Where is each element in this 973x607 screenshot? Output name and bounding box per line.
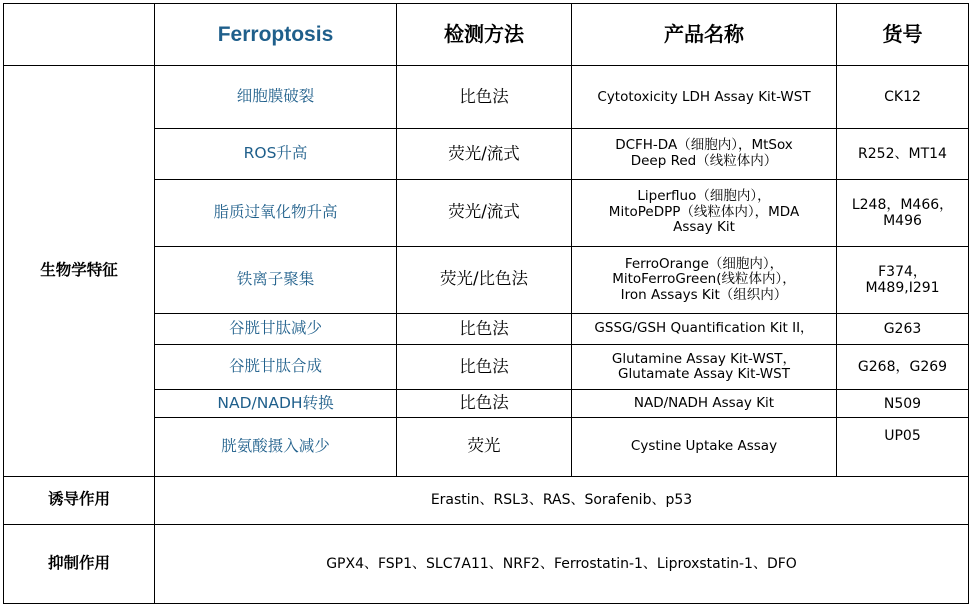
feature-cell: 脂质过氧化物升高 (155, 179, 397, 246)
product-line: Cystine Uptake Assay (630, 438, 778, 455)
header-method: 检测方法 (397, 4, 572, 66)
feature-cell: 胱氨酸摄入减少 (155, 418, 397, 476)
product-cell (572, 418, 837, 476)
method-cell: 比色法 (397, 345, 572, 390)
product-cell (572, 179, 837, 246)
code-line: R252、MT14 (858, 145, 947, 162)
product-line: Iron Assays Kit（组织内） (620, 286, 788, 303)
code-line: M489,I291 (865, 279, 940, 296)
feature-cell: 谷胱甘肽减少 (155, 314, 397, 345)
code-line: N509 (883, 395, 922, 412)
product-line: Glutamine Assay Kit-WST， (611, 350, 797, 367)
method-cell: 荧光/比色法 (397, 246, 572, 313)
product-line: NAD/NADH Assay Kit (633, 395, 775, 412)
code-line: G263 (883, 321, 922, 337)
ferroptosis-table (3, 3, 969, 604)
product-line: Cytotoxicity LDH Assay Kit-WST (597, 88, 811, 105)
product-line: MitoPeDPP（线粒体内），MDA (608, 203, 800, 220)
code-line: L248，M466， (851, 196, 954, 213)
method-cell: 比色法 (397, 390, 572, 418)
product-cell (572, 390, 837, 418)
method-cell: 比色法 (397, 66, 572, 129)
feature-cell: NAD/NADH转换 (155, 390, 397, 418)
method-cell: 荧光 (397, 418, 572, 476)
header-row (4, 4, 969, 66)
code-cell (837, 129, 969, 179)
product-cell (572, 246, 837, 313)
code-line: G268，G269 (857, 359, 948, 376)
header-code: 货号 (837, 4, 969, 66)
product-line: DCFH-DA（细胞内），MtSox (615, 137, 793, 154)
feature-cell: 谷胱甘肽合成 (155, 345, 397, 390)
code-cell (837, 314, 969, 345)
code-cell (837, 179, 969, 246)
code-cell (837, 418, 969, 476)
product-cell (572, 345, 837, 390)
product-line: GSSG/GSH Quantification Kit II， (594, 320, 814, 337)
product-line: MitoFerroGreen(线粒体内）， (612, 271, 796, 288)
feature-cell: 铁离子聚集 (155, 246, 397, 313)
inhibit-label: 抑制作用 (4, 524, 155, 603)
induce-value: Erastin、RSL3、RAS、Sorafenib、p53 (155, 476, 969, 524)
code-cell (837, 390, 969, 418)
inhibit-value: GPX4、FSP1、SLC7A11、NRF2、Ferrostatin-1、Liproxstatin-1、DFO (155, 524, 969, 603)
code-line: F374， (878, 263, 927, 280)
inhibit-row (4, 524, 969, 603)
code-line: CK12 (884, 89, 921, 106)
product-cell (572, 129, 837, 179)
induce-row (4, 476, 969, 524)
product-cell (572, 66, 837, 129)
header-empty-cell (4, 4, 155, 66)
feature-cell: 细胞膜破裂 (155, 66, 397, 129)
product-line: Liperfluo（细胞内）， (637, 188, 771, 205)
group-label: 生物学特征 (4, 66, 155, 476)
product-line: Glutamate Assay Kit-WST (618, 366, 790, 383)
code-cell (837, 345, 969, 390)
feature-cell: ROS升高 (155, 129, 397, 179)
product-line: Assay Kit (673, 219, 735, 236)
induce-label: 诱导作用 (4, 476, 155, 524)
header-ferroptosis: Ferroptosis (155, 4, 397, 66)
method-cell: 荧光/流式 (397, 129, 572, 179)
header-product: 产品名称 (572, 4, 837, 66)
table-row (4, 66, 969, 129)
code-line: UP05 (884, 428, 921, 445)
code-line: M496 (883, 212, 922, 229)
product-line: FerroOrange（细胞内）， (624, 255, 784, 272)
code-cell (837, 246, 969, 313)
product-line: Deep Red（线粒体内） (630, 152, 778, 169)
method-cell: 比色法 (397, 314, 572, 345)
code-cell (837, 66, 969, 129)
method-cell: 荧光/流式 (397, 179, 572, 246)
product-cell (572, 314, 837, 345)
